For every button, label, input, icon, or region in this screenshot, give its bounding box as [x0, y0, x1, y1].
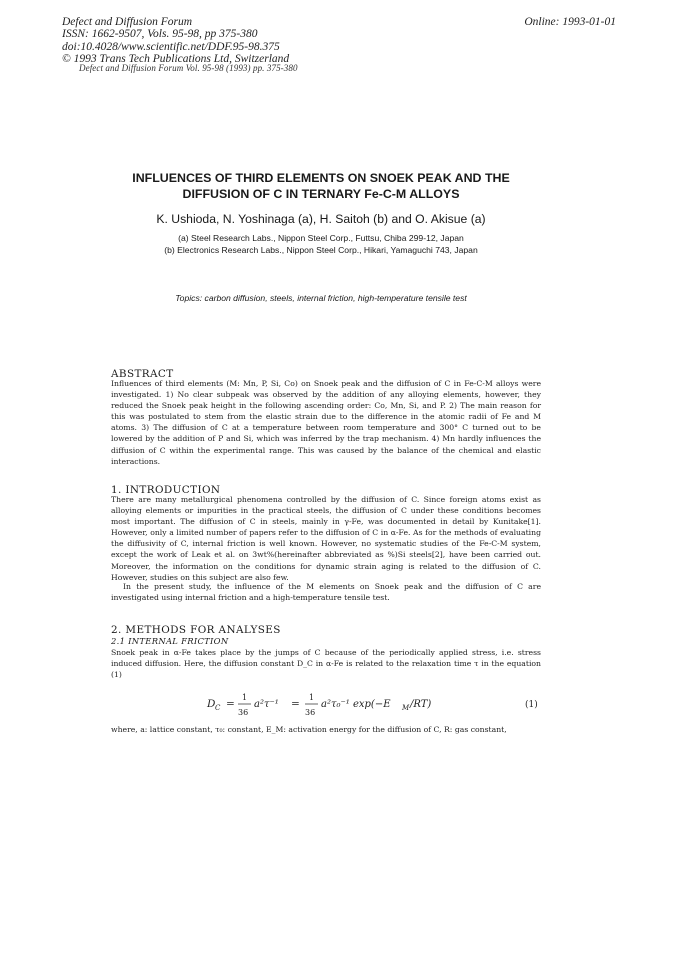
header-journal-name: Defect and Diffusion Forum: [62, 16, 192, 28]
affiliation-a: (a) Steel Research Labs., Nippon Steel Corp., Futtsu, Chiba 299-12, Japan: [178, 233, 464, 243]
author-list: K. Ushioda, N. Yoshinaga (a), H. Saitoh (b) and O. Akisue (a): [156, 212, 486, 226]
paper-title: [112, 170, 530, 202]
introduction-paragraph-1: There are many metallurgical phenomena controlled by the diffusion of C. Since foreign atoms exist as alloying elements or impurities in the practical steels, the diffusion of C under these conditions becomes most important. The diffusion of C in steels, mainly in γ-Fe, was documented in detail by Kunitake[1]. However, only a limited number of papers refer to the diffusion of C in α-Fe. As for the methods of evaluating the diffusivity of C, internal friction is well known. However, no systematic studies of the Fe-C-M system, except the work of Leak et al. on 3wt%(hereinafter abbreviated as %)Si steels[2], have been carried out. Moreover, the information on the conditions for dynamic strain aging is related to the diffusion of C. However, studies on this subject are also few.: [111, 495, 541, 582]
online-date: Online: 1993-01-01: [524, 16, 616, 28]
eq-frac1-den: 36: [238, 708, 249, 717]
eq-lhs-subscript: C: [215, 704, 221, 712]
introduction-heading: 1. INTRODUCTION: [111, 484, 221, 496]
eq-term2-end: /RT): [410, 699, 432, 710]
eq-term2: a²τ₀⁻¹ exp(−E: [321, 699, 391, 710]
abstract-heading: ABSTRACT: [111, 368, 174, 380]
methods-paragraph-1: Snoek peak in α-Fe takes place by the jumps of C because of the periodically applied stress, i.e. stress induced diffusion. Here, the diffusion constant D_C in α-Fe is related to the relaxation time τ in the equation (1): [111, 648, 541, 680]
eq-equals-1: =: [226, 698, 235, 710]
journal-stamp: Defect and Diffusion Forum Vol. 95-98 (1993) pp. 375-380: [79, 63, 298, 73]
title-line-1: INFLUENCES OF THIRD ELEMENTS ON SNOEK PEAK AND THE: [132, 171, 510, 185]
equation-1: [110, 688, 542, 722]
methods-heading: 2. METHODS FOR ANALYSES: [111, 624, 281, 636]
topics-line: Topics: carbon diffusion, steels, internal friction, high-temperature tensile test: [175, 293, 467, 303]
where-definitions: where, a: lattice constant, τ₀: constant, E_M: activation energy for the diffusion of C, R: gas constant,: [111, 725, 507, 734]
eq-number: (1): [525, 700, 538, 710]
eq-frac1-num: 1: [242, 693, 248, 702]
internal-friction-subheading: 2.1 INTERNAL FRICTION: [111, 636, 229, 646]
eq-equals-2: =: [291, 698, 300, 710]
header-issn: ISSN: 1662-9507, Vols. 95-98, pp 375-380: [62, 28, 258, 41]
eq-frac2-num: 1: [309, 693, 315, 702]
title-line-2: DIFFUSION OF C IN TERNARY Fe-C-M ALLOYS: [182, 187, 460, 201]
introduction-paragraph-2: In the present study, the influence of the M elements on Snoek peak and the diffusion of C are investigated using internal friction and a high-temperature tensile test.: [111, 582, 541, 603]
eq-term2-subscript: M: [402, 704, 410, 712]
header-doi: doi:10.4028/www.scientific.net/DDF.95-98.375: [62, 40, 280, 53]
eq-term1: a²τ⁻¹: [254, 699, 279, 710]
journal-header: [62, 16, 422, 65]
header-copyright: © 1993 Trans Tech Publications Ltd, Switzerland: [62, 52, 290, 65]
affiliation-b: (b) Electronics Research Labs., Nippon Steel Corp., Hikari, Yamaguchi 743, Japan: [164, 245, 478, 255]
eq-frac2-den: 36: [305, 708, 316, 717]
eq-lhs: D: [207, 698, 216, 710]
abstract-text: Influences of third elements (M: Mn, P, Si, Co) on Snoek peak and the diffusion of C in Fe-C-M alloys were investigated. 1) No clear subpeak was observed by the addition of any alloying elements, however, they reduced the Snoek peak height in the following ascending order: Co, Mn, Si, and P. 2) The main reason for this was postulated to stem from the elastic strain due to the difference in the atomic radii of Fe and M atoms. 3) The diffusion of C at a temperature between room temperature and 300° C turned out to be lowered by the addition of P and Si, which was inferred by the trap mechanism. 4) Mn hardly influences the diffusion of C within the experimental range. This was caused by the balance of the chemical and elastic interactions.: [111, 379, 541, 466]
